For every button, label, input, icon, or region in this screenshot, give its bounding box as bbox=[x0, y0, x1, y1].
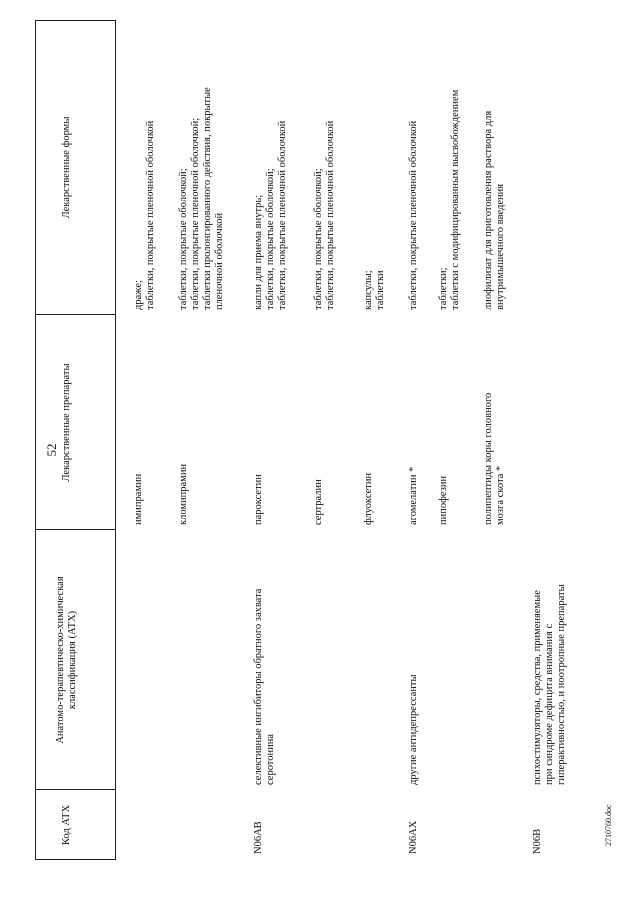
table-rotated-wrapper bbox=[35, 20, 605, 860]
header-classification: Анатомо-терапевтическо-химическая классификация (АТХ) bbox=[55, 576, 78, 744]
header-code: Код АТХ bbox=[61, 804, 72, 846]
drug-name: полипептиды коры головного мозга скота * bbox=[483, 392, 506, 525]
header-right-border bbox=[35, 20, 115, 21]
dosage-forms: таблетки, покрытые оболочкой; таблетки, покрытые пленочной оболочкой; таблетки пролонгированного действия, покрытые пленочной оболочкой bbox=[178, 87, 225, 310]
drug-name: пароксетин bbox=[253, 474, 264, 525]
atc-code: N06AX bbox=[408, 820, 419, 854]
header-drugs: Лекарственные препараты bbox=[61, 363, 72, 482]
dosage-forms: капсулы; таблетки bbox=[363, 270, 386, 310]
atc-class-name: психостимуляторы, средства, применяемые при синдроме дефицита внимания с гиперактивностью, и ноотропные препараты bbox=[532, 584, 567, 785]
drug-name: пипофезин bbox=[438, 475, 449, 525]
drug-name: имипрамин bbox=[133, 473, 144, 525]
dosage-forms: таблетки, покрытые оболочкой; таблетки, покрытые пленочной оболочкой bbox=[313, 120, 336, 310]
drug-name: агомелатин * bbox=[408, 466, 419, 525]
header-left-border bbox=[35, 859, 115, 860]
dosage-forms: таблетки; таблетки с модифицированным высвобождением bbox=[438, 89, 461, 310]
dosage-forms: лиофилизат для приготовления раствора для внутримышечного введения bbox=[483, 110, 506, 310]
document-file-id: 2710760.doc bbox=[604, 804, 613, 846]
header-divider-3 bbox=[35, 314, 115, 315]
atc-class-name: селективные ингибиторы обратного захвата серотонина bbox=[253, 588, 276, 785]
dosage-forms: драже; таблетки, покрытые пленочной оболочкой bbox=[133, 120, 156, 310]
drug-name: флуоксетин bbox=[363, 472, 374, 525]
dosage-forms: таблетки, покрытые пленочной оболочкой bbox=[408, 120, 419, 310]
header-forms: Лекарственные формы bbox=[61, 116, 72, 219]
header-bottom-border bbox=[115, 20, 116, 860]
page-number: 52 bbox=[44, 443, 59, 457]
table-top-border bbox=[35, 20, 36, 860]
dosage-forms: капли для приема внутрь; таблетки, покрытые оболочкой; таблетки, покрытые пленочной оболочкой bbox=[253, 120, 288, 310]
drug-name: сертралин bbox=[313, 479, 324, 525]
atc-table bbox=[35, 20, 605, 860]
atc-code: N06AB bbox=[253, 821, 264, 854]
drug-name: кломипрамин bbox=[178, 463, 189, 525]
atc-class-name: другие антидепрессанты bbox=[408, 674, 419, 785]
atc-code: N06B bbox=[532, 828, 543, 854]
